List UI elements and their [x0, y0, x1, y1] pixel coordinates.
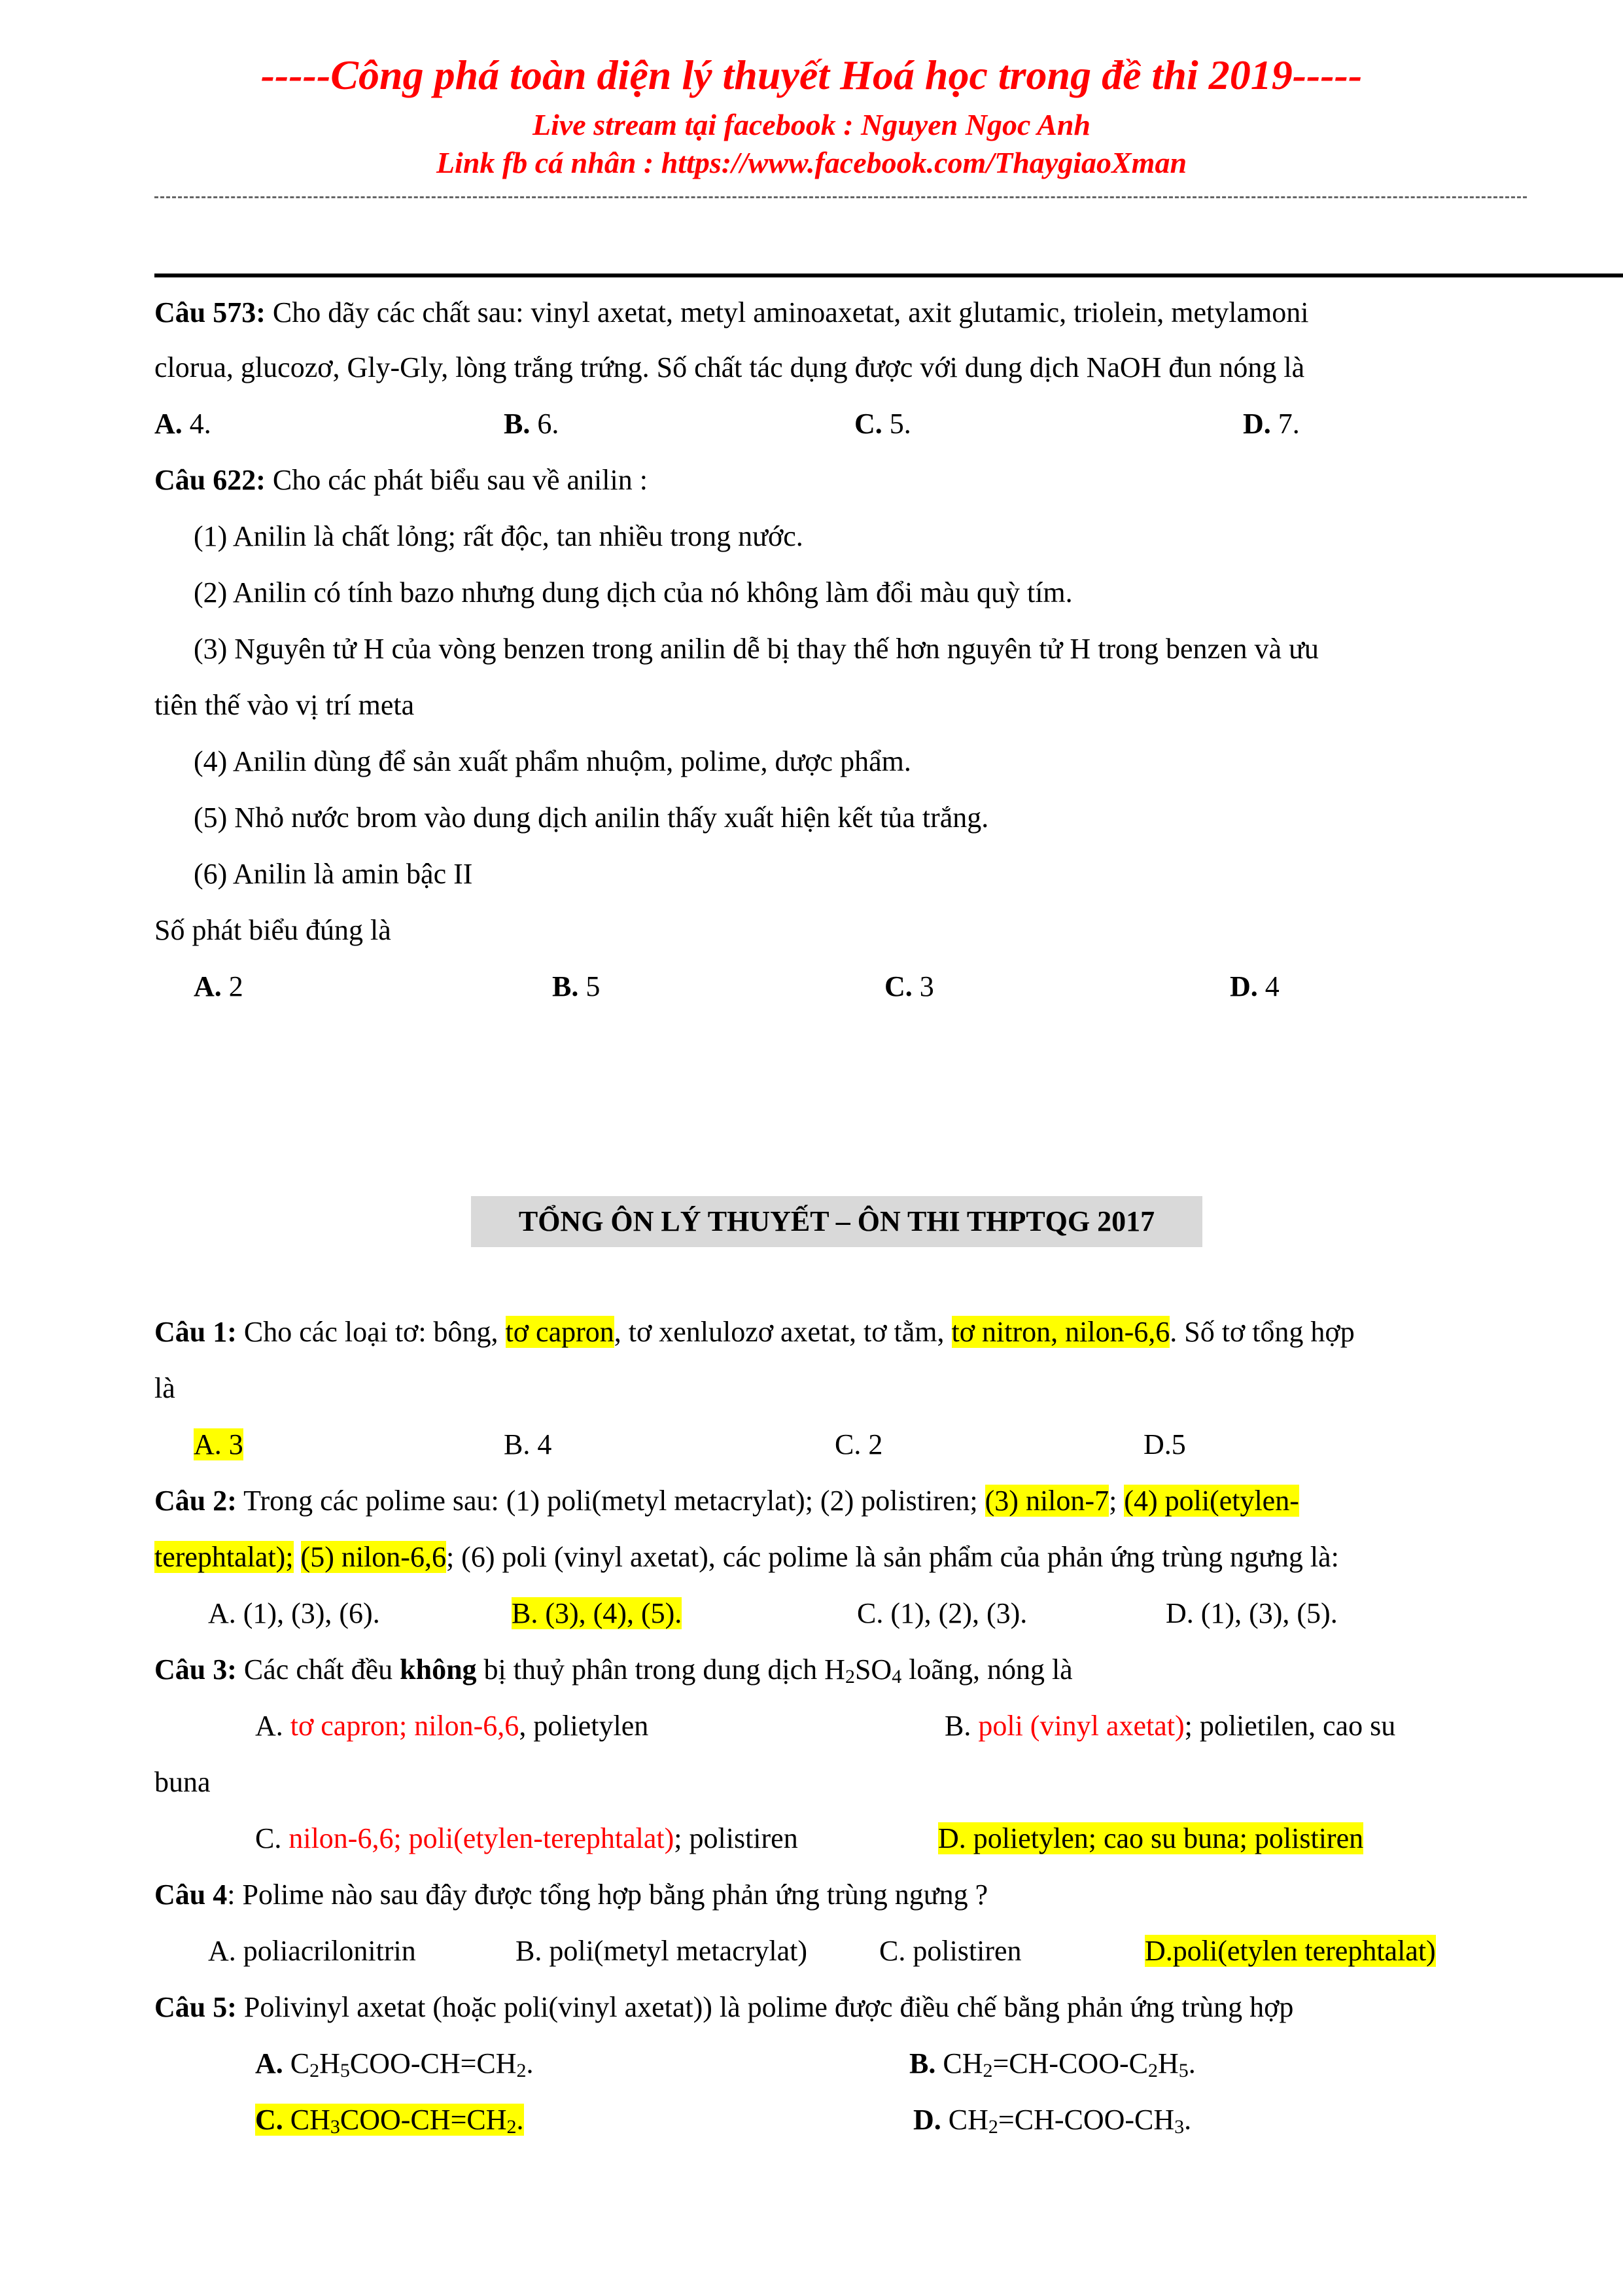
q4-option-b: B. poli(metyl metacrylat) — [515, 1935, 807, 1967]
q2-highlight-pet: (4) poli(etylen- — [1124, 1485, 1299, 1517]
q2-line-2: terephtalat); (5) nilon-6,6; (6) poli (vinyl axetat), các polime là sản phẩm của phản ứng trùng ngưng là: — [154, 1541, 1339, 1573]
q5-option-d: D. $CH_2=CH-COO-CH_3$. — [913, 2104, 1192, 2138]
q622-option-b: B. 5 — [552, 970, 601, 1002]
q573-label: Câu 573: — [154, 296, 266, 328]
q573-option-b: B. 6. — [504, 408, 559, 440]
q622-option-d: D. 4 — [1230, 970, 1280, 1002]
q1-option-c: C. 2 — [835, 1428, 883, 1460]
q622-label: Câu 622: — [154, 464, 266, 496]
q3-option-b: B. poli (vinyl axetat); polietilen, cao su — [945, 1710, 1396, 1742]
q622-statement-3: (3) Nguyên tử H của vòng benzen trong anilin dễ bị thay thế hơn nguyên tử H trong benzen và ưu — [194, 633, 1319, 665]
q622-option-a: A. 2 — [194, 970, 243, 1002]
q573-option-a: A. 4. — [154, 408, 211, 440]
q622-statement-6: (6) Anilin là amin bậc II — [194, 858, 473, 890]
q3-option-d: D. polietylen; cao su buna; polistiren — [938, 1822, 1364, 1854]
header-livestream: Live stream tại facebook : Nguyen Ngoc Anh — [532, 108, 1091, 141]
q1-highlight-nitron: tơ nitron, nilon-6,6 — [951, 1316, 1170, 1348]
header-title: -----Công phá toàn diện lý thuyết Hoá học trong đề thi 2019----- — [260, 52, 1363, 98]
q1-option-b: B. 4 — [504, 1428, 552, 1460]
q4-label: Câu 4 — [154, 1879, 228, 1911]
q5-line-1: Câu 5: Polivinyl axetat (hoặc poli(vinyl axetat)) là polime được điều chế bằng phản ứng trùng hợp — [154, 1991, 1294, 2023]
q1-label: Câu 1: — [154, 1316, 237, 1348]
q5-option-a: A. $C_2H_5COO-CH=CH_2$. — [255, 2047, 534, 2081]
q622-line-1: Câu 622: Cho các phát biểu sau về anilin : — [154, 464, 648, 496]
q573-text-1: Cho dãy các chất sau: vinyl axetat, metyl aminoaxetat, axit glutamic, triolein, metylamoni — [265, 296, 1309, 328]
q1-highlight-capron: tơ capron — [505, 1316, 614, 1348]
q3-option-b-cont: buna — [154, 1766, 211, 1798]
header-link: Link fb cá nhân : https://www.facebook.com/ThaygiaoXman — [436, 146, 1187, 179]
dashed-separator — [154, 196, 1527, 198]
q3-line-1: Câu 3: Các chất đều không bị thuỷ phân trong dung dịch $H_2SO_4$ loãng, nóng là — [154, 1653, 1073, 1687]
q5-option-c: C. $CH_3COO-CH=CH_2$. — [255, 2104, 524, 2138]
q1-option-a: A. 3 — [194, 1428, 243, 1460]
q4-line-1: Câu 4: Polime nào sau đây được tổng hợp bằng phản ứng trùng ngưng ? — [154, 1879, 988, 1911]
q573-option-d: D. 7. — [1243, 408, 1300, 440]
q573-line-1 — [154, 293, 1308, 332]
q2-highlight-nilon7: (3) nilon-7 — [985, 1485, 1109, 1517]
q573-line-2: clorua, glucozơ, Gly-Gly, lòng trắng trứng. Số chất tác dụng được với dung dịch NaOH đun nóng là — [154, 351, 1305, 383]
q2-option-d: D. (1), (3), (5). — [1166, 1597, 1338, 1629]
q1-line-2: là — [154, 1372, 175, 1404]
q622-statement-1: (1) Anilin là chất lỏng; rất độc, tan nhiều trong nước. — [194, 520, 803, 552]
q622-statement-2: (2) Anilin có tính bazo nhưng dung dịch của nó không làm đổi màu quỳ tím. — [194, 576, 1073, 609]
q622-option-c: C. 3 — [884, 970, 934, 1002]
q4-option-c: C. polistiren — [879, 1935, 1022, 1967]
section-title: TỔNG ÔN LÝ THUYẾT – ÔN THI THPTQG 2017 — [471, 1196, 1202, 1247]
q1-line-1: Câu 1: Cho các loại tơ: bông, tơ capron, tơ xenlulozơ axetat, tơ tằm, tơ nitron, nilon-6,6. Số tơ tổng hợp — [154, 1316, 1355, 1348]
q2-option-a: A. (1), (3), (6). — [208, 1597, 380, 1629]
q4-option-a: A. poliacrilonitrin — [208, 1935, 416, 1967]
q573-option-c: C. 5. — [854, 408, 911, 440]
q622-statement-4: (4) Anilin dùng để sản xuất phẩm nhuộm, polime, dược phẩm. — [194, 745, 911, 777]
q3-option-c: C. nilon-6,6; poli(etylen-terephtalat); polistiren — [255, 1822, 798, 1854]
q2-line-1: Câu 2: Trong các polime sau: (1) poli(metyl metacrylat); (2) polistiren; (3) nilon-7; (4) poli(etylen- — [154, 1485, 1299, 1517]
top-rule — [154, 274, 1623, 277]
q622-statement-5: (5) Nhỏ nước brom vào dung dịch anilin thấy xuất hiện kết tủa trắng. — [194, 802, 989, 834]
q5-label: Câu 5: — [154, 1991, 237, 2023]
q622-statement-3-cont: tiên thế vào vị trí meta — [154, 689, 415, 721]
q2-option-c: C. (1), (2), (3). — [857, 1597, 1028, 1629]
q4-option-d: D.poli(etylen terephtalat) — [1145, 1935, 1436, 1967]
q5-option-b: B. $CH_2=CH-COO-C_2H_5$. — [909, 2047, 1196, 2081]
q622-prompt: Số phát biểu đúng là — [154, 914, 391, 946]
q2-highlight-nilon66: (5) nilon-6,6 — [300, 1541, 446, 1573]
q3-option-a: A. tơ capron; nilon-6,6, polietylen — [255, 1710, 649, 1742]
q2-label: Câu 2: — [154, 1485, 237, 1517]
q3-label: Câu 3: — [154, 1653, 237, 1686]
q1-option-d: D.5 — [1143, 1428, 1186, 1460]
q2-option-b: B. (3), (4), (5). — [512, 1597, 682, 1629]
